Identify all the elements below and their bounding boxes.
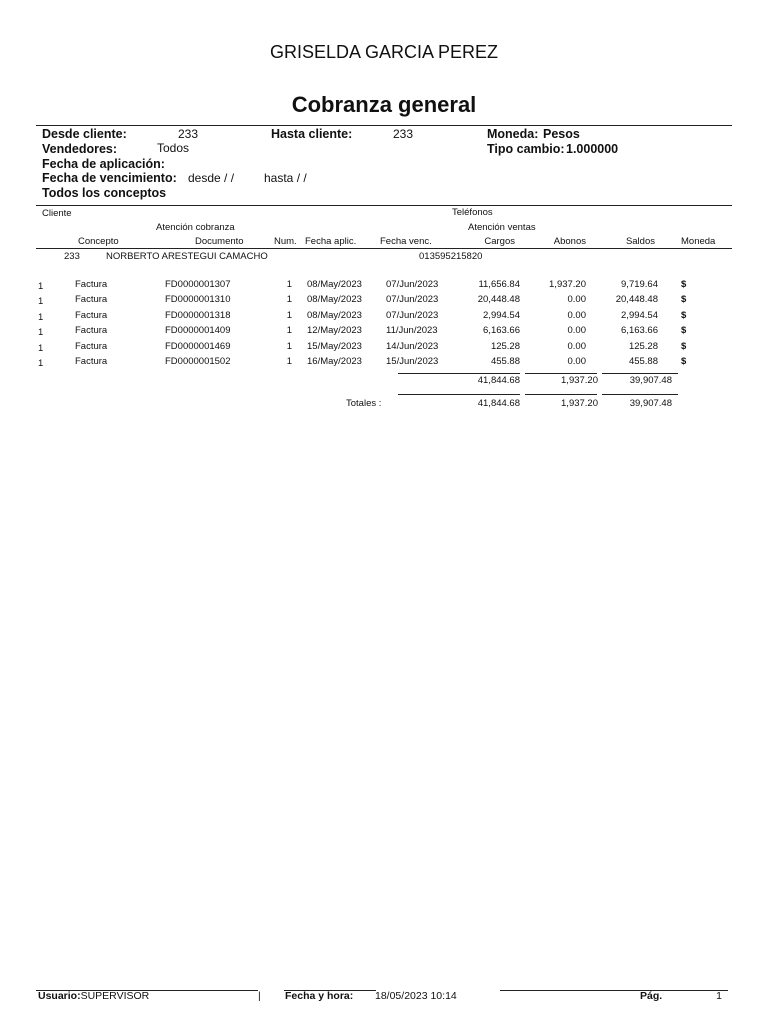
col-fecha-aplic: Fecha aplic. xyxy=(305,236,357,247)
row-num: 1 xyxy=(286,294,292,306)
row-moneda: $ xyxy=(681,325,687,337)
subtotal-abonos: 1,937.20 xyxy=(561,375,598,386)
pag-value: 1 xyxy=(716,990,722,1002)
fecha-vencimiento-label: Fecha de vencimiento: xyxy=(42,171,177,185)
row-fecha-venc: 14/Jun/2023 xyxy=(386,340,439,352)
fecha-vencimiento-hasta: hasta / / xyxy=(264,171,307,185)
row-moneda: $ xyxy=(681,356,687,367)
row-concepto: Factura xyxy=(75,356,108,367)
row-saldos: 2,994.54 xyxy=(621,309,658,321)
col-abonos: Abonos xyxy=(553,236,586,247)
footer-usuario xyxy=(38,990,149,1002)
col-concepto: Concepto xyxy=(78,236,119,247)
fecha-vencimiento-desde: desde / / xyxy=(188,171,235,185)
usuario-value: SUPERVISOR xyxy=(80,990,150,1002)
totals-line-cargos xyxy=(398,394,520,395)
row-saldos: 125.28 xyxy=(628,340,658,352)
row-index: 1 xyxy=(38,358,44,369)
col-atencion-ventas: Atención ventas xyxy=(468,222,536,233)
totals-label: Totales : xyxy=(346,398,382,409)
row-num: 1 xyxy=(286,309,292,321)
col-saldos: Saldos xyxy=(625,236,655,247)
company-name: GRISELDA GARCIA PEREZ xyxy=(269,42,499,62)
row-moneda: $ xyxy=(681,279,687,290)
fecha-hora-value: 18/05/2023 10:14 xyxy=(375,990,457,1002)
hasta-cliente-label: Hasta cliente: xyxy=(271,127,353,141)
report-title: Cobranza general xyxy=(291,92,477,117)
row-documento: FD0000001502 xyxy=(165,356,231,367)
moneda-value: Pesos xyxy=(543,127,580,141)
row-documento: FD0000001469 xyxy=(165,340,231,352)
row-moneda: $ xyxy=(681,294,687,306)
row-fecha-aplic: 08/May/2023 xyxy=(307,294,362,306)
vendedores-label: Vendedores: xyxy=(42,142,118,156)
row-fecha-venc: 07/Jun/2023 xyxy=(386,309,439,321)
row-cargos: 125.28 xyxy=(490,340,520,352)
totals-cargos: 41,844.68 xyxy=(477,398,520,409)
row-documento: FD0000001409 xyxy=(165,325,231,337)
row-fecha-aplic: 08/May/2023 xyxy=(307,309,362,321)
conceptos-filter: Todos los conceptos xyxy=(42,186,167,200)
col-fecha-venc: Fecha venc. xyxy=(380,236,432,247)
row-index: 1 xyxy=(38,342,44,354)
usuario-label: Usuario: xyxy=(38,990,81,1002)
row-num: 1 xyxy=(286,340,292,352)
subtotal-line-saldos xyxy=(602,373,678,374)
footer-separator: | xyxy=(258,990,261,1002)
row-fecha-aplic: 12/May/2023 xyxy=(307,325,362,337)
row-concepto: Factura xyxy=(75,309,108,321)
totals-saldos: 39,907.48 xyxy=(629,398,672,409)
row-index: 1 xyxy=(38,296,44,308)
row-moneda: $ xyxy=(681,309,687,321)
col-atencion-cobranza: Atención cobranza xyxy=(156,222,235,233)
row-concepto: Factura xyxy=(75,325,108,337)
col-cliente: Cliente xyxy=(42,208,72,219)
row-abonos: 0.00 xyxy=(567,340,586,352)
row-fecha-aplic: 16/May/2023 xyxy=(307,356,362,367)
col-moneda: Moneda xyxy=(681,236,716,247)
row-fecha-venc: 07/Jun/2023 xyxy=(386,294,439,306)
row-num: 1 xyxy=(286,279,292,290)
row-concepto: Factura xyxy=(75,279,108,290)
row-abonos: 1,937.20 xyxy=(549,279,586,290)
row-abonos: 0.00 xyxy=(567,294,586,306)
row-fecha-aplic: 15/May/2023 xyxy=(307,340,362,352)
footer-fecha-hora xyxy=(285,990,353,1002)
totals-line-saldos xyxy=(602,394,678,395)
row-num: 1 xyxy=(286,325,292,337)
row-concepto: Factura xyxy=(75,340,108,352)
row-cargos: 6,163.66 xyxy=(483,325,520,337)
row-cargos: 20,448.48 xyxy=(477,294,520,306)
row-documento: FD0000001310 xyxy=(165,294,231,306)
vendedores-value: Todos xyxy=(157,141,190,155)
row-saldos: 6,163.66 xyxy=(621,325,658,337)
row-saldos: 9,719.64 xyxy=(621,279,658,290)
row-index: 1 xyxy=(38,311,44,323)
totals-abonos: 1,937.20 xyxy=(561,398,598,409)
desde-cliente-label: Desde cliente: xyxy=(42,127,127,141)
row-abonos: 0.00 xyxy=(567,325,586,337)
col-documento: Documento xyxy=(195,236,244,247)
row-cargos: 2,994.54 xyxy=(483,309,520,321)
fecha-aplicacion-label: Fecha de aplicación: xyxy=(42,157,165,171)
hasta-cliente-value: 233 xyxy=(393,127,414,141)
col-num: Num. xyxy=(274,236,297,247)
row-saldos: 455.88 xyxy=(628,356,658,367)
col-cargos: Cargos xyxy=(484,236,515,247)
desde-cliente-value: 233 xyxy=(178,127,199,141)
subtotal-line-abonos xyxy=(525,373,597,374)
row-fecha-venc: 07/Jun/2023 xyxy=(386,279,439,290)
pag-label: Pág. xyxy=(640,990,663,1002)
row-fecha-aplic: 08/May/2023 xyxy=(307,279,362,290)
moneda-label: Moneda: xyxy=(487,127,539,141)
header-divider xyxy=(36,125,732,126)
client-name: NORBERTO ARESTEGUI CAMACHO xyxy=(106,251,268,262)
subtotal-cargos: 41,844.68 xyxy=(477,375,520,386)
tipo-cambio-label: Tipo cambio: xyxy=(487,142,565,156)
footer-pag xyxy=(640,990,662,1002)
client-id: 233 xyxy=(64,251,80,262)
row-documento: FD0000001307 xyxy=(165,279,231,290)
row-index: 1 xyxy=(38,281,44,292)
fecha-hora-label: Fecha y hora: xyxy=(285,990,354,1002)
row-documento: FD0000001318 xyxy=(165,309,231,321)
row-fecha-venc: 15/Jun/2023 xyxy=(386,356,439,367)
columns-divider xyxy=(36,248,732,249)
footer-line-pag xyxy=(500,990,728,991)
row-concepto: Factura xyxy=(75,294,108,306)
tipo-cambio-value: 1.000000 xyxy=(566,142,619,156)
row-abonos: 0.00 xyxy=(567,309,586,321)
subtotal-saldos: 39,907.48 xyxy=(629,375,672,386)
row-abonos: 0.00 xyxy=(567,356,586,367)
row-index: 1 xyxy=(38,327,44,339)
totals-line-abonos xyxy=(525,394,597,395)
client-phone: 013595215820 xyxy=(419,251,483,262)
subtotal-line-cargos xyxy=(398,373,520,374)
row-moneda: $ xyxy=(681,340,687,352)
filters-divider xyxy=(36,205,732,206)
row-cargos: 455.88 xyxy=(490,356,520,367)
row-saldos: 20,448.48 xyxy=(615,294,658,306)
row-cargos: 11,656.84 xyxy=(478,279,520,290)
row-fecha-venc: 11/Jun/2023 xyxy=(386,325,438,337)
col-telefonos: Teléfonos xyxy=(452,207,493,218)
row-num: 1 xyxy=(286,356,292,367)
